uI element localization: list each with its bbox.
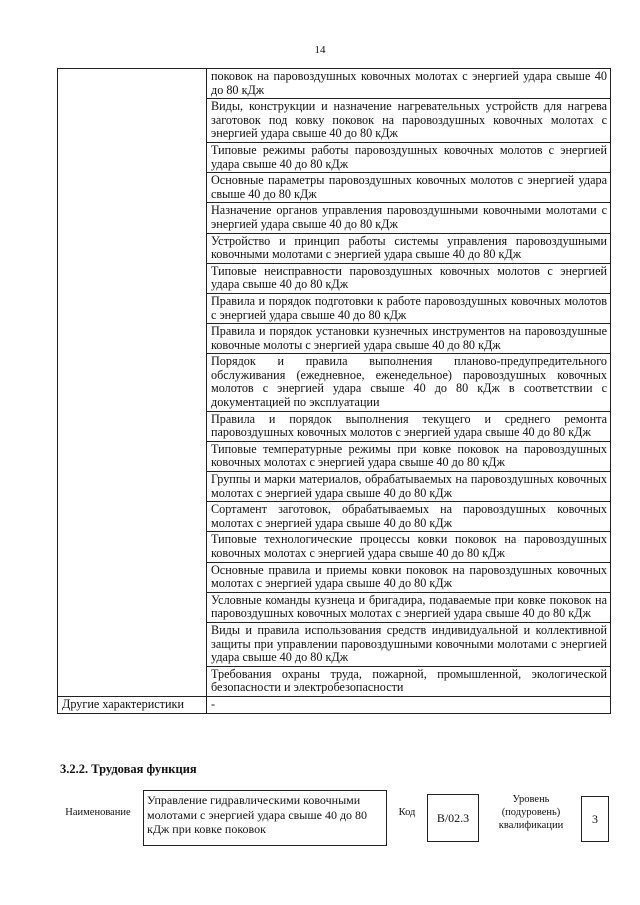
code-value-box [427,794,479,842]
table-cell: Виды, конструкции и назначение нагревательных устройств для нагрева заготовок под ковку поковок на паровоздушных ковочных молотах с энергией удара свыше 40 до 80 кДж [207,99,611,143]
table-cell: Порядок и правила выполнения планово-предупредительного обслуживания (ежедневное, еженедельное) паровоздушных ковочных молотов с энергией удара свыше 40 до 80 кДж в соответствии с документацией по эксплуатации [207,354,611,411]
table-row [58,69,611,99]
other-characteristics-value: - [207,696,611,713]
table-cell: Устройство и принцип работы системы управления паровоздушными ковочными молотами с энергией удара свыше 40 до 80 кДж [207,233,611,263]
table-left-cell-empty [58,69,207,697]
table-cell: Основные параметры паровоздушных ковочных молотов с энергией удара свыше 40 до 80 кДж [207,173,611,203]
level-value-box [581,796,609,842]
name-value: Управление гидравлическими ковочными молотами с энергией удара свыше 40 до 80 кДж при ковке поковок [147,793,368,836]
section-heading: 3.2.2. Трудовая функция [60,762,197,776]
table-cell: поковок на паровоздушных ковочных молотах с энергией удара свыше 40 до 80 кДж [207,69,611,99]
table-cell: Правила и порядок установки кузнечных инструментов на паровоздушные ковочные молоты с энергией удара свыше 40 до 80 кДж [207,324,611,354]
table-cell: Условные команды кузнеца и бригадира, подаваемые при ковке поковок на паровоздушных ковочных молотах с энергией удара свыше 40 до 80 кДж [207,592,611,622]
table-cell: Виды и правила использования средств индивидуальной и коллективной защиты при управлении паровоздушными ковочными молотами с энергией удара свыше 40 до 80 кДж [207,622,611,666]
code-label: Код [398,807,416,818]
page-number: 14 [314,44,326,56]
table-cell: Правила и порядок выполнения текущего и среднего ремонта паровоздушных ковочных молотов с энергией удара свыше 40 до 80 кДж [207,411,611,441]
level-label: Уровень (подуровень) квалификации [498,794,564,831]
name-label: Наименование [65,807,131,818]
other-characteristics-label: Другие характеристики [58,696,207,713]
table-cell: Назначение органов управления паровоздушными ковочными молотами с энергией удара свыше 40 до 80 кДж [207,203,611,233]
table-cell: Типовые технологические процессы ковки поковок на паровоздушных ковочных молотах с энергией удара свыше 40 до 80 кДж [207,532,611,562]
table-cell: Основные правила и приемы ковки поковок на паровоздушных ковочных молотах с энергией удара свыше 40 до 80 кДж [207,562,611,592]
table-cell: Требования охраны труда, пожарной, промышленной, экологической безопасности и электробезопасности [207,666,611,696]
table-cell: Типовые неисправности паровоздушных ковочных молотов с энергией удара свыше 40 до 80 кДж [207,263,611,293]
table-cell: Типовые режимы работы паровоздушных ковочных молотов с энергией удара свыше 40 до 80 кДж [207,142,611,172]
table-cell: Группы и марки материалов, обрабатываемых на паровоздушных ковочных молотах с энергией удара свыше 40 до 80 кДж [207,472,611,502]
table-cell: Типовые температурные режимы при ковке поковок на паровоздушных ковочных молотах с энергией удара свыше 40 до 80 кДж [207,441,611,471]
table-cell: Правила и порядок подготовки к работе паровоздушных ковочных молотов с энергией удара свыше 40 до 80 кДж [207,293,611,323]
code-value: B/02.3 [436,811,470,825]
table-row-other [58,696,611,713]
labor-function-block [50,790,620,850]
table-cell: Сортамент заготовок, обрабатываемых на паровоздушных ковочных молотах с энергией удара свыше 40 до 80 кДж [207,502,611,532]
name-value-box [143,790,387,846]
level-value: 3 [592,812,598,826]
knowledge-table [57,68,611,714]
